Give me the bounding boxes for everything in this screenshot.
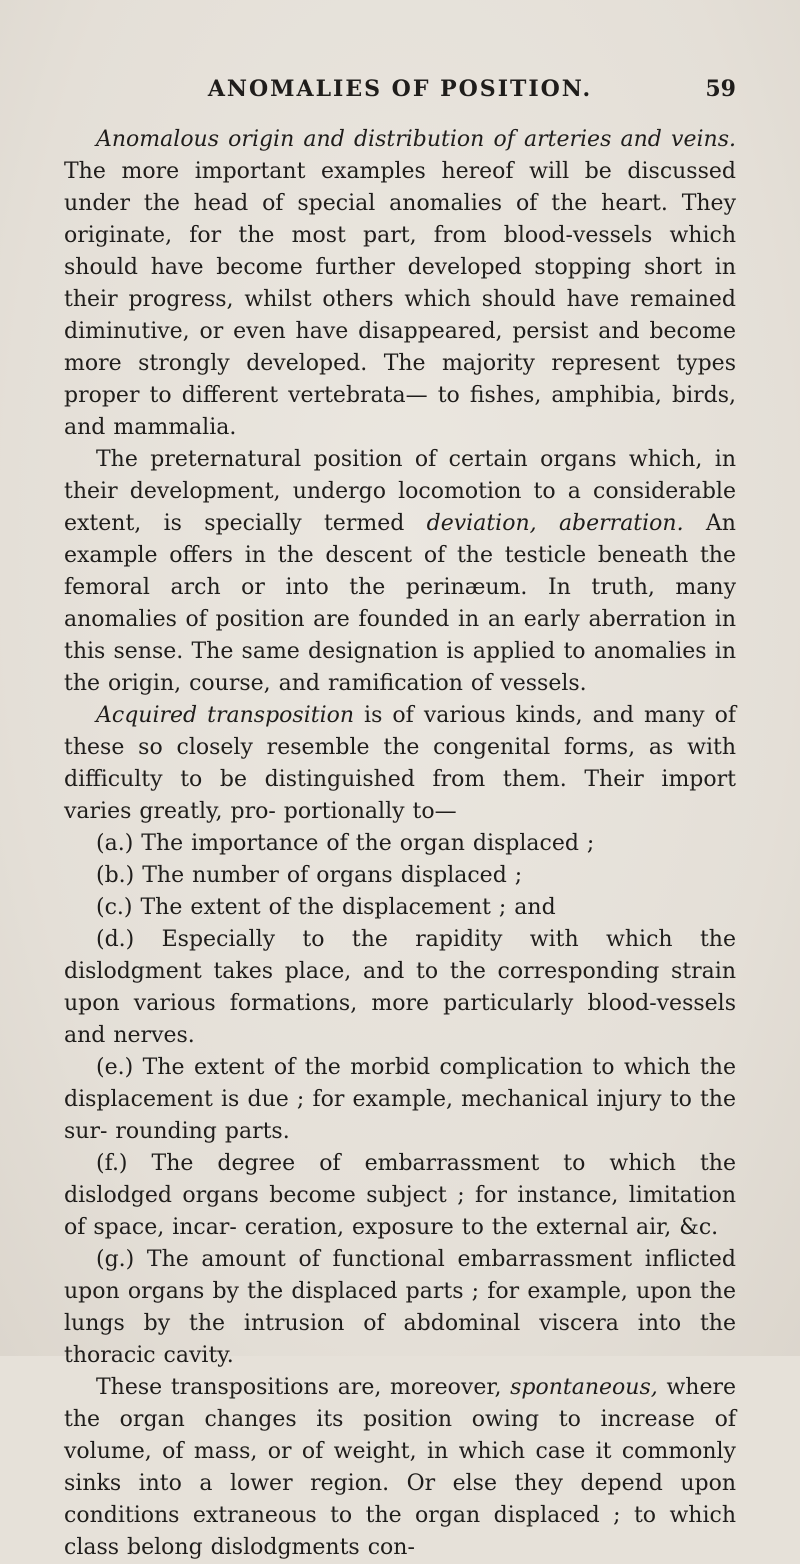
paragraph-italic-term: spontaneous, — [510, 1375, 658, 1400]
list-item-label: (a.) — [96, 831, 134, 856]
list-item-label: (e.) — [96, 1055, 134, 1080]
page-header — [64, 76, 736, 112]
list-item — [64, 828, 736, 860]
list-item-text: The degree of embarrassment to which the dislodged organs become subject ; for instance, limitation of space, incar- ceration, exposure to the external air, &c. — [64, 1151, 736, 1240]
paragraph-italic-term: deviation, aberration. — [426, 511, 684, 536]
paragraph-anomalous-origin — [64, 124, 736, 444]
paragraph-text: These transpositions are, moreover, — [96, 1375, 511, 1400]
list-item-label: (f.) — [96, 1151, 128, 1176]
list-item-label: (g.) — [96, 1247, 135, 1272]
list-item-text: The importance of the organ displaced ; — [133, 831, 595, 856]
paragraph-text: is of various kinds, and many of these so closely resemble the congenital forms, as with difficulty to be distinguished from them. Their import varies greatly, pro- portionally to— — [64, 703, 736, 824]
paragraph-lead-italic: Anomalous origin and distribution of arteries and veins. — [96, 127, 736, 152]
list-item — [64, 860, 736, 892]
running-title: ANOMALIES OF POSITION. — [207, 76, 593, 102]
list-item — [64, 1148, 736, 1244]
list-item-label: (d.) — [96, 927, 135, 952]
list-item — [64, 924, 736, 1052]
list-item-text: The amount of functional embarrassment inflicted upon organs by the displaced parts ; for example, upon the lungs by the intrusion of abdominal viscera into the thoracic cavity. — [64, 1247, 736, 1368]
list-item-label: (c.) — [96, 895, 133, 920]
page-number: 59 — [705, 76, 736, 102]
list-item-text: Especially to the rapidity with which the dislodgment takes place, and to the corresponding strain upon various formations, more particularly blood-vessels and nerves. — [64, 927, 736, 1048]
list-item-text: The extent of the morbid complication to which the displacement is due ; for example, mechanical injury to the sur- rounding parts. — [64, 1055, 736, 1144]
paragraph-text: The more important examples hereof will be discussed under the head of special anomalies of the heart. They originate, for the most part, from blood-vessels which should have become further developed stopping short in their progress, whilst others which should have remained diminutive, or even have disappeared, persist and become more strongly developed. The majority represent types proper to different vertebrata— to fishes, amphibia, birds, and mammalia. — [64, 159, 736, 440]
paragraph-closing — [64, 1372, 736, 1564]
paragraph-text: The preternatural position of certain organs which, in their development, undergo locomotion to a considerable extent, is specially termed — [64, 447, 736, 536]
paragraph-preternatural-position — [64, 444, 736, 700]
paragraph-acquired-transposition — [64, 700, 736, 828]
list-item — [64, 1052, 736, 1148]
list-item — [64, 1244, 736, 1372]
paragraph-lead-italic: Acquired transposition — [96, 703, 355, 728]
list-item — [64, 892, 736, 924]
paragraph-text: where the organ changes its position owing to increase of volume, of mass, or of weight, in which case it commonly sinks into a lower region. Or else they depend upon conditions extraneous to the organ displaced ; to which class belong dislodgments con- — [64, 1375, 736, 1560]
list-item-text: The number of organs displaced ; — [134, 863, 523, 888]
body-text — [64, 124, 736, 1564]
list-item-label: (b.) — [96, 863, 135, 888]
paragraph-text: An example offers in the descent of the testicle beneath the femoral arch or into the perinæum. In truth, many anomalies of position are founded in an early aberration in this sense. The same designation is applied to anomalies in the origin, course, and ramification of vessels. — [64, 511, 736, 696]
list-item-text: The extent of the displacement ; and — [132, 895, 556, 920]
